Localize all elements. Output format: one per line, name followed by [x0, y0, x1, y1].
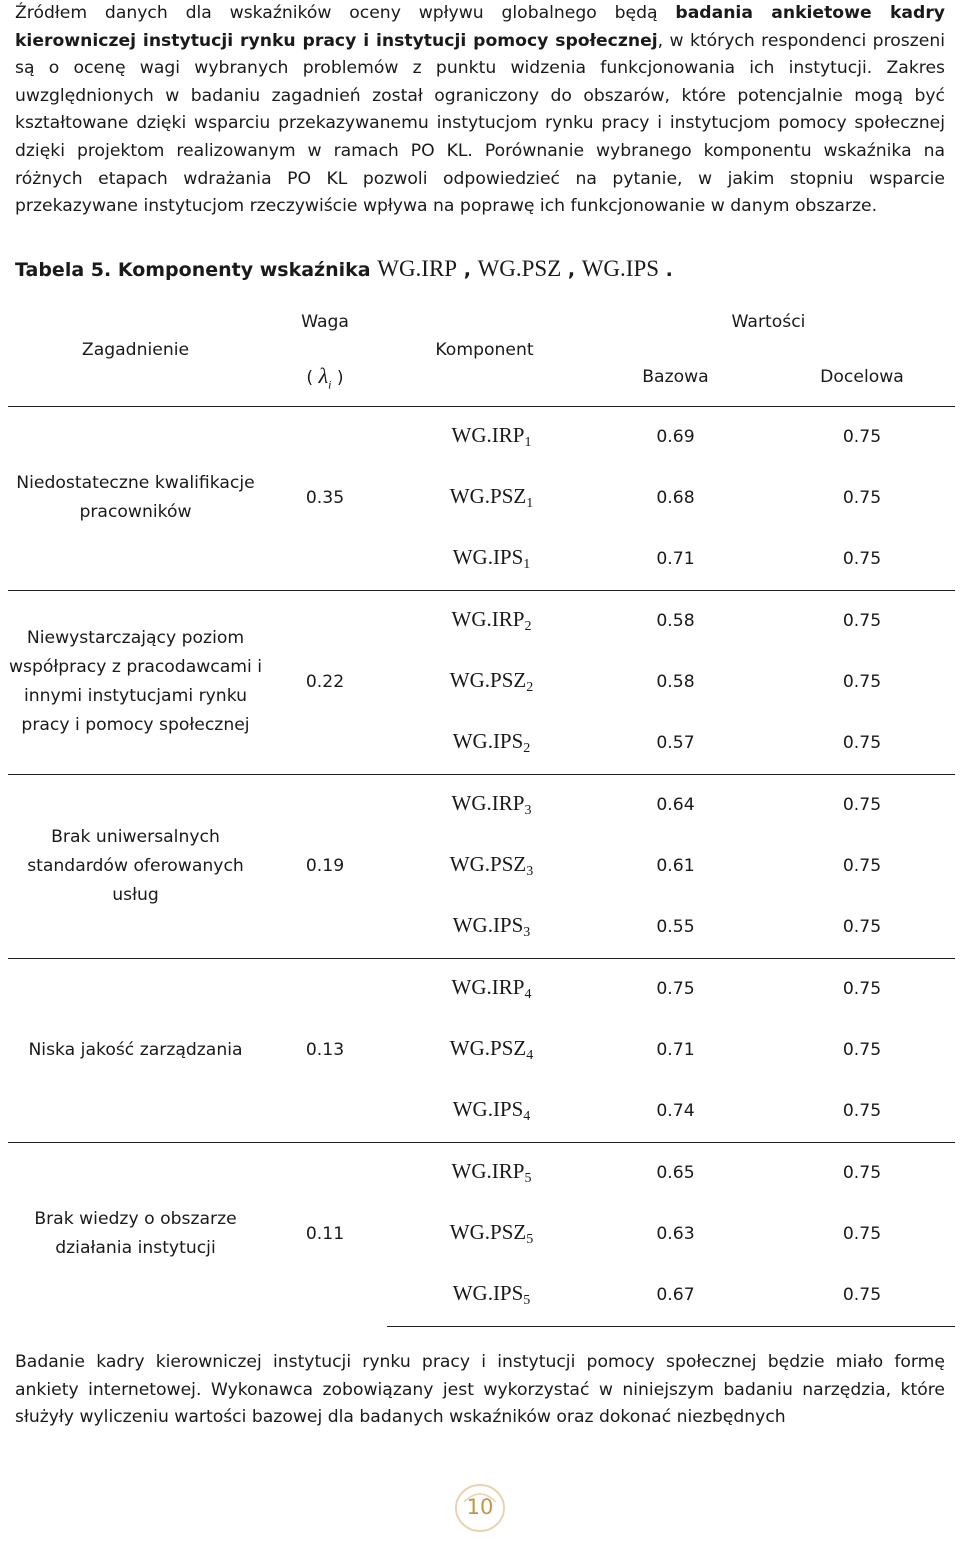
- base-value-cell: 0.58: [656, 672, 695, 692]
- target-value-cell: 0.75: [769, 774, 955, 836]
- header-komponent: Komponent: [435, 339, 534, 360]
- component-cell: [387, 836, 582, 897]
- caption-component-irp: WG.IRP: [377, 256, 458, 281]
- page-number: 10: [466, 1495, 494, 1519]
- lambda-close: ): [331, 367, 344, 388]
- component-cell: [387, 590, 582, 652]
- component-index: 5: [526, 1232, 534, 1247]
- issue-cell: Niska jakość zarządzania: [8, 958, 263, 1142]
- intro-text-start: Źródłem danych dla wskaźników oceny wpływu globalnego będą: [15, 3, 676, 23]
- caption-prefix: Tabela 5. Komponenty wskaźnika: [15, 259, 378, 281]
- component-name: WG.PSZ: [449, 484, 527, 508]
- weight-cell: 0.35: [263, 406, 387, 590]
- component-name: WG.IRP: [451, 791, 525, 815]
- component-cell: [387, 406, 582, 468]
- component-name: WG.IPS: [452, 913, 524, 937]
- target-value-cell: 0.75: [842, 1040, 882, 1060]
- component-cell: [387, 897, 582, 959]
- weight-cell: 0.22: [263, 590, 387, 774]
- component-name: WG.IPS: [452, 1281, 524, 1305]
- component-name: WG.IRP: [451, 423, 525, 447]
- base-value-cell: 0.65: [582, 1142, 769, 1204]
- header-lambda: [263, 349, 387, 406]
- target-value-cell: 0.75: [842, 672, 882, 692]
- base-value-cell: 0.64: [582, 774, 769, 836]
- target-value-cell: 0.75: [769, 590, 955, 652]
- table-body: [8, 406, 955, 1326]
- table-row: [8, 590, 955, 652]
- base-value-cell: 0.74: [656, 1101, 695, 1121]
- target-value-cell: 0.75: [842, 549, 882, 569]
- component-index: 3: [524, 803, 532, 818]
- base-value-cell: 0.63: [656, 1224, 695, 1244]
- component-cell: [387, 468, 582, 529]
- component-cell: [387, 1265, 582, 1327]
- component-index: 4: [524, 987, 532, 1002]
- component-cell: [387, 1020, 582, 1081]
- table-row: [8, 406, 955, 468]
- header-docelowa: Docelowa: [820, 367, 904, 388]
- component-name: WG.IPS: [452, 729, 524, 753]
- component-name: WG.PSZ: [449, 668, 527, 692]
- intro-text-end: , w których respondenci proszeni są o ocenę wagi wybranych problemów z punktu widzenia funkcjonowania ich instytucji. Zakres uwzględnionych w badaniu zagadnień został ograniczony do obszarów, które potencjalnie mogą być kształtowane dzięki wsparciu przekazywanemu instytucjom rynku pracy i instytucjom pomocy społecznej dzięki projektom realizowanym w ramach PO KL. Porównanie wybranego komponentu wskaźnika na różnych etapach wdrażania PO KL pozwoli odpowiedzieć na pytanie, w jakim stopniu wsparcie przekazywane instytucjom rzeczywiście wpływa na poprawę ich funkcjonowanie w danym obszarze.: [15, 30, 945, 217]
- base-value-cell: 0.68: [656, 488, 695, 508]
- table-row: [8, 958, 955, 1020]
- component-name: WG.IRP: [451, 1159, 525, 1183]
- intro-bold-text: badania ankietowe kadry kierowniczej instytucji rynku pracy i instytucji pomocy społecznej: [15, 3, 945, 51]
- component-index: 5: [523, 1293, 531, 1308]
- component-index: 3: [523, 925, 531, 940]
- target-value-cell: 0.75: [769, 1142, 955, 1204]
- header-bazowa: Bazowa: [642, 367, 709, 388]
- table-row: [8, 774, 955, 836]
- component-index: 5: [524, 1171, 532, 1186]
- component-index: 1: [526, 496, 534, 511]
- outro-paragraph: Badanie kadry kierowniczej instytucji rynku pracy i instytucji pomocy społecznej będzie miało formę ankiety internetowej. Wykonawca zobowiązany jest wykorzystać w niniejszym badaniu narzędzia, które służyły wyliczeniu wartości bazowej dla badanych wskaźników oraz dokonać niezbędnych: [15, 1352, 945, 1428]
- weight-cell: 0.11: [263, 1142, 387, 1326]
- page-number-badge: [452, 1482, 508, 1534]
- component-index: 1: [523, 557, 531, 572]
- issue-cell: Brak wiedzy o obszarze działania instytucji: [8, 1142, 263, 1326]
- component-cell: [387, 652, 582, 713]
- header-waga: Waga: [301, 311, 349, 332]
- component-index: 1: [524, 435, 532, 450]
- base-value-cell: 0.55: [656, 917, 695, 937]
- issue-cell: Brak uniwersalnych standardów oferowanych usług: [8, 774, 263, 958]
- component-name: WG.PSZ: [449, 1220, 527, 1244]
- target-value-cell: 0.75: [842, 1224, 882, 1244]
- weight-cell: 0.13: [263, 958, 387, 1142]
- lambda-symbol: [318, 362, 332, 391]
- component-index: 2: [524, 619, 532, 634]
- base-value-cell: 0.71: [656, 1040, 695, 1060]
- base-value-cell: 0.61: [656, 856, 695, 876]
- component-name: WG.IRP: [451, 975, 525, 999]
- lambda-subscript: i: [328, 376, 332, 391]
- table-caption: [15, 256, 673, 282]
- base-value-cell: 0.71: [656, 549, 695, 569]
- base-value-cell: 0.58: [582, 590, 769, 652]
- component-name: WG.IPS: [452, 545, 524, 569]
- component-cell: [387, 774, 582, 836]
- header-wartosci: Wartości: [731, 311, 806, 332]
- components-table: [8, 294, 955, 1327]
- lambda-letter: λ: [318, 362, 329, 388]
- component-index: 4: [523, 1109, 531, 1124]
- header-zagadnienie: Zagadnienie: [81, 339, 190, 360]
- base-value-cell: 0.57: [656, 733, 695, 753]
- caption-component-psz: WG.PSZ: [477, 256, 562, 281]
- target-value-cell: 0.75: [842, 488, 882, 508]
- component-name: WG.PSZ: [449, 852, 527, 876]
- caption-component-ips: WG.IPS: [581, 256, 660, 281]
- component-name: WG.PSZ: [449, 1036, 527, 1060]
- base-value-cell: 0.69: [582, 406, 769, 468]
- component-index: 2: [523, 741, 531, 756]
- caption-separator: ,: [561, 259, 582, 281]
- weight-cell: 0.19: [263, 774, 387, 958]
- caption-suffix: .: [659, 259, 673, 281]
- target-value-cell: 0.75: [769, 406, 955, 468]
- target-value-cell: 0.75: [842, 733, 882, 753]
- target-value-cell: 0.75: [769, 1265, 955, 1327]
- table-row: [8, 1142, 955, 1204]
- lambda-open: (: [306, 367, 319, 388]
- component-index: 4: [526, 1048, 534, 1063]
- component-name: WG.IPS: [452, 1097, 524, 1121]
- issue-cell: Niewystarczający poziom współpracy z pracodawcami i innymi instytucjami rynku pracy i pomocy społecznej: [8, 590, 263, 774]
- target-value-cell: 0.75: [842, 917, 882, 937]
- component-cell: [387, 1081, 582, 1143]
- base-value-cell: 0.67: [582, 1265, 769, 1327]
- component-cell: [387, 958, 582, 1020]
- base-value-cell: 0.75: [582, 958, 769, 1020]
- component-cell: [387, 713, 582, 775]
- component-index: 2: [526, 680, 534, 695]
- caption-separator: ,: [457, 259, 478, 281]
- component-cell: [387, 1142, 582, 1204]
- component-name: WG.IRP: [451, 607, 525, 631]
- target-value-cell: 0.75: [842, 1101, 882, 1121]
- target-value-cell: 0.75: [842, 856, 882, 876]
- component-cell: [387, 1204, 582, 1265]
- target-value-cell: 0.75: [769, 958, 955, 1020]
- intro-paragraph: [15, 0, 945, 221]
- issue-cell: Niedostateczne kwalifikacje pracowników: [8, 406, 263, 590]
- component-cell: [387, 529, 582, 591]
- component-index: 3: [526, 864, 534, 879]
